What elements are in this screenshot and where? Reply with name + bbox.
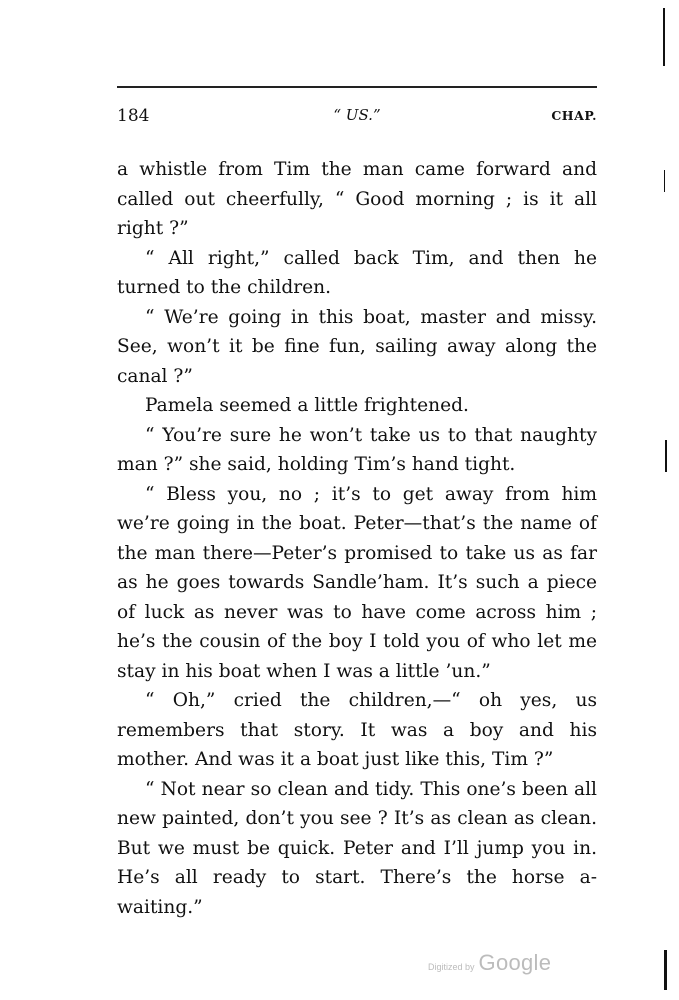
paragraph-5: “ You’re sure he won’t take us to that naughty man ?” she said, holding Tim’s hand tight. [117,424,597,475]
google-logo: Google [478,950,552,975]
running-head [117,106,597,130]
paragraph-6: “ Bless you, no ; it’s to get away from him we’re going in the boat. Peter—that’s the name of the man there—Peter’s promised to take us as far as he goes towards Sandle’ham. It’s such a piece of luck as never was to have come across him ; he’s the cousin of the boy I told you of who let me stay in his boat when I was a little ’un.” [117,483,597,682]
scan-edge-mark-top [663,8,665,66]
digitization-watermark [428,950,551,980]
paragraph-4: Pamela seemed a little frightened. [145,395,469,416]
scan-edge-mark-bottom [664,950,667,990]
scan-edge-mark-middle [665,440,667,472]
paragraph-3: “ We’re going in this boat, master and missy. See, won’t it be fine fun, sailing away along the canal ?” [117,306,597,387]
running-title: “ US.” [333,106,381,124]
digitized-by-text: Digitized by [428,962,475,972]
body-text [117,155,597,922]
paragraph-8: “ Not near so clean and tidy. This one’s been all new painted, don’t you see ? It’s as clean as clean. But we must be quick. Peter and I’ll jump you in. He’s all ready to start. There’s the horse a-waiting.” [117,778,597,918]
paragraph-1: a whistle from Tim the man came forward and called out cheerfully, “ Good morning ; is it all right ?” [117,159,597,239]
paragraph-7: “ Oh,” cried the children,—“ oh yes, us remembers that story. It was a boy and his mother. And was it a boat just like this, Tim ?” [117,690,597,770]
header-rule [117,86,597,88]
page-number: 184 [117,106,150,126]
paragraph-2: “ All right,” called back Tim, and then he turned to the children. [117,247,597,298]
scan-edge-mark-upper [664,170,665,192]
chapter-label: CHAP. [551,108,597,123]
